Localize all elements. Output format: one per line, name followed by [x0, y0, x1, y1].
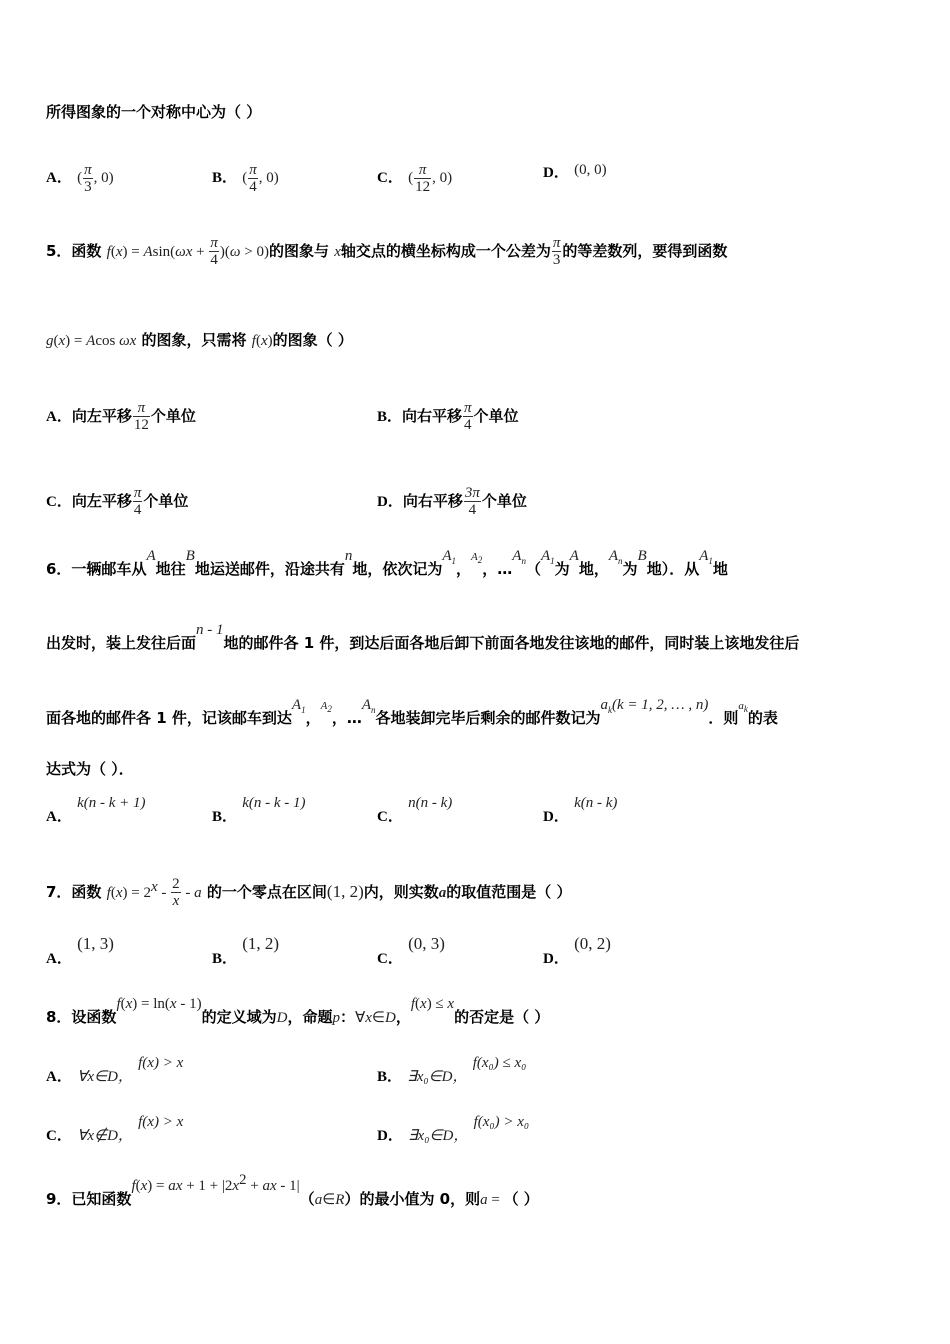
q8-option-b[interactable]: B． ∃x₀∈D， f(x₀) ≤ x₀ — [377, 1055, 527, 1085]
option-b[interactable]: B． ( $\frac{\pi}{4}$ , 0) — [212, 162, 279, 195]
q6-option-c[interactable]: C． n(n - k) — [377, 795, 453, 825]
question-8: 8．设函数f(x) = ln(x - 1)的定义域为D，命题p：∀x∈D，f(x) ≤ x的否定是（ ） — [46, 996, 550, 1026]
option-c[interactable]: C． ( $\frac{\pi}{12}$ , 0) — [377, 162, 453, 195]
option-a[interactable]: A． ( $\frac{\pi}{3}$ , 0) — [46, 162, 114, 195]
question-6-line-2: 出发时，装上发往后面n - 1地的邮件各 1 件，到达后面各地后卸下前面各地发往该地的邮件，同时装上该地发往后 — [46, 622, 800, 652]
q8-option-d[interactable]: D． ∃x₀∈D， f(x₀) > x₀ — [377, 1114, 530, 1144]
q5-option-c[interactable]: C．向左平移 $\frac{\pi}{4}$ 个单位 — [46, 485, 189, 518]
q8-option-a[interactable]: A． ∀x∈D， f(x) > x — [46, 1055, 184, 1085]
question-5-line-2: g(x) = Acos ωx 的图象，只需将 f(x)的图象（ ） — [46, 331, 353, 349]
question-9: 9．已知函数f(x) = ax + $1 + |2x^2$ + ax - 1|（a∈R）的最小值为 0，则a = （ ） — [46, 1172, 539, 1208]
question-6-line-4: 达式为（ ）． — [46, 760, 134, 778]
option-d[interactable]: D． (0, 0) — [543, 162, 607, 181]
question-6-line-1: 6．一辆邮车从A地往B地运送邮件，沿途共有n地，依次记为$A_1$，$^{A_2}$，$\dots A_n(A_1$为A地，$A_n$为B地）．从$A_1$地 — [46, 548, 728, 578]
q5-option-a[interactable]: A．向左平移 $\frac{\pi}{12}$ 个单位 — [46, 400, 196, 433]
question-4-stem-tail — [46, 102, 261, 122]
q5-option-b[interactable]: B．向右平移 $\frac{\pi}{4}$ 个单位 — [377, 400, 519, 433]
question-6-line-3: 面各地的邮件各 1 件，记该邮车到达$A_1$，$^{A_2}$，$\dots A_n$各地装卸完毕后剩余的邮件数记为$a_k(k = 1$, 2, … , n)．则$^{a_k}$的表 — [46, 697, 778, 727]
q6-option-a[interactable]: A． k(n - k + 1) — [46, 795, 146, 825]
q7-option-a[interactable]: A． (1, 3) — [46, 934, 114, 967]
q8-option-c[interactable]: C． ∀x∉D， f(x) > x — [46, 1114, 184, 1144]
q7-option-b[interactable]: B． (1, 2) — [212, 934, 280, 967]
question-5-line-1: 5．函数 f(x) = Asin(ωx + $\frac{\pi}{4}$ )(ω > 0)的图象与 x轴交点的横坐标构成一个公差为 $\frac{\pi}{3}$ 的等差数列，要得到函数 — [46, 235, 728, 268]
q5-option-d[interactable]: D．向右平移 $\frac{3\pi}{4}$ 个单位 — [377, 485, 527, 518]
q7-option-d[interactable]: D． (0, 2) — [543, 934, 611, 967]
q6-option-b[interactable]: B． k(n - k - 1) — [212, 795, 306, 825]
question-7: 7．函数 $f(x) = 2^x$ - $\frac{2}{x}$ - a 的一个零点在区间(1, 2)内，则实数a的取值范围是（ ） — [46, 876, 572, 909]
question-text: 所得图象的一个对称中心为（ ） — [46, 103, 262, 121]
q6-option-d[interactable]: D． k(n - k) — [543, 795, 618, 825]
q7-option-c[interactable]: C． (0, 3) — [377, 934, 445, 967]
